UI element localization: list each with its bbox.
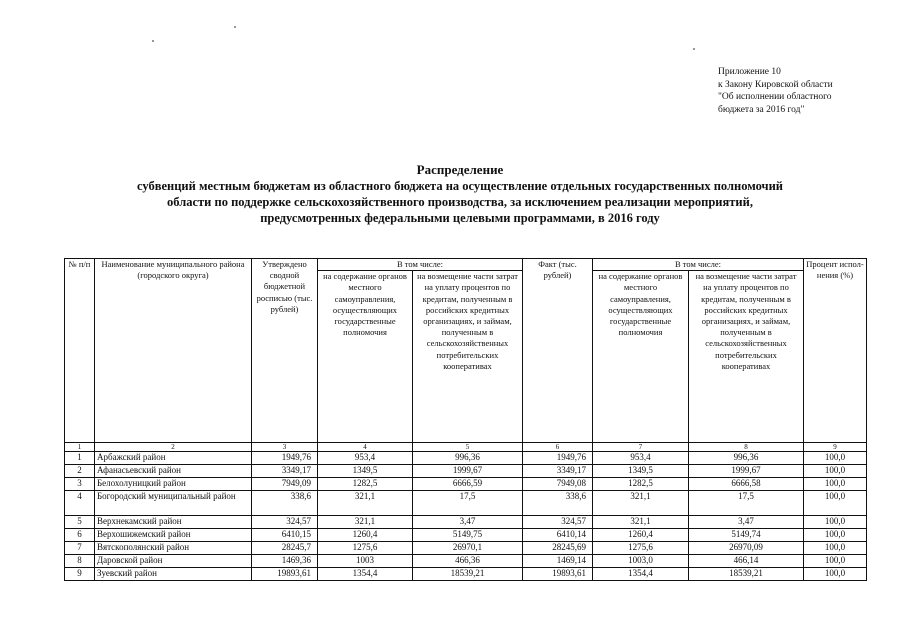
column-number: 5 (413, 443, 523, 452)
column-number: 6 (523, 443, 593, 452)
approved-amount: 7949,09 (252, 478, 318, 491)
fact-amount: 19893,61 (523, 568, 593, 581)
fact-amount: 1949,76 (523, 452, 593, 465)
approved-amount: 1949,76 (252, 452, 318, 465)
fact-amount: 3349,17 (523, 465, 593, 478)
execution-percent: 100,0 (804, 542, 867, 555)
scan-speck (693, 48, 695, 50)
column-number-row (65, 443, 867, 452)
fact-amount: 1469,14 (523, 555, 593, 568)
reimbursement-amount: 5149,75 (413, 529, 523, 542)
header-reimbursement: на возмещение части затрат на уплату процентов по кредитам, полученным в российских кредитных организациях, и займам, полученным в сельскохозяйственных потребительских кооперативах (413, 271, 523, 443)
column-number: 1 (65, 443, 95, 452)
header-including-approved: В том числе: (318, 259, 523, 271)
district-name: Афанасьевский район (95, 465, 252, 478)
fact-reimbursement-amount: 5149,74 (689, 529, 804, 542)
maintenance-amount: 1275,6 (318, 542, 413, 555)
fact-maintenance-amount: 953,4 (593, 452, 689, 465)
table-row (65, 452, 867, 465)
fact-maintenance-amount: 1003,0 (593, 555, 689, 568)
column-number: 9 (804, 443, 867, 452)
execution-percent: 100,0 (804, 516, 867, 529)
row-number: 5 (65, 516, 95, 529)
title-line: предусмотренных федеральными целевыми программами, в 2016 году (260, 211, 660, 225)
title-line: Распределение (416, 162, 504, 177)
approved-amount: 324,57 (252, 516, 318, 529)
maintenance-amount: 321,1 (318, 491, 413, 516)
execution-percent: 100,0 (804, 452, 867, 465)
approved-amount: 19893,61 (252, 568, 318, 581)
header-fact-maintenance: на содержание органов местного самоуправления, осуществляющих государственные полномочия (593, 271, 689, 443)
header-fact: Факт (тыс. рублей) (523, 259, 593, 443)
maintenance-amount: 321,1 (318, 516, 413, 529)
fact-maintenance-amount: 1349,5 (593, 465, 689, 478)
header-percent: Процент испол-нения (%) (804, 259, 867, 443)
header-approved: Утверждено сводной бюджетной росписью (тыс. рублей) (252, 259, 318, 443)
fact-maintenance-amount: 1275,6 (593, 542, 689, 555)
fact-amount: 7949,08 (523, 478, 593, 491)
fact-reimbursement-amount: 26970,09 (689, 542, 804, 555)
fact-maintenance-amount: 321,1 (593, 516, 689, 529)
column-number: 4 (318, 443, 413, 452)
appendix-line: к Закону Кировской области (718, 79, 833, 90)
column-number: 3 (252, 443, 318, 452)
district-name: Даровской район (95, 555, 252, 568)
title-line: субвенций местным бюджетам из областного бюджета на осуществление отдельных государственных полномочий (137, 179, 783, 193)
approved-amount: 3349,17 (252, 465, 318, 478)
fact-reimbursement-amount: 18539,21 (689, 568, 804, 581)
fact-maintenance-amount: 1260,4 (593, 529, 689, 542)
maintenance-amount: 1003 (318, 555, 413, 568)
table-row (65, 542, 867, 555)
reimbursement-amount: 466,36 (413, 555, 523, 568)
column-number: 2 (95, 443, 252, 452)
maintenance-amount: 1282,5 (318, 478, 413, 491)
district-name: Верхошижемский район (95, 529, 252, 542)
row-number: 6 (65, 529, 95, 542)
table-row (65, 529, 867, 542)
row-number: 3 (65, 478, 95, 491)
table-row (65, 491, 867, 516)
column-number: 7 (593, 443, 689, 452)
reimbursement-amount: 26970,1 (413, 542, 523, 555)
row-number: 9 (65, 568, 95, 581)
fact-reimbursement-amount: 3,47 (689, 516, 804, 529)
district-name: Богородский муниципальный район (95, 491, 252, 516)
district-name: Арбажский район (95, 452, 252, 465)
fact-amount: 28245,69 (523, 542, 593, 555)
header-maintenance: на содержание органов местного самоуправления, осуществляющих государственные полномочия (318, 271, 413, 443)
column-number: 8 (689, 443, 804, 452)
table-row (65, 465, 867, 478)
reimbursement-amount: 6666,59 (413, 478, 523, 491)
approved-amount: 1469,36 (252, 555, 318, 568)
reimbursement-amount: 18539,21 (413, 568, 523, 581)
district-name: Белохолуницкий район (95, 478, 252, 491)
appendix-line: "Об исполнении областного (718, 92, 832, 102)
header-including-fact: В том числе: (593, 259, 804, 271)
row-number: 2 (65, 465, 95, 478)
reimbursement-amount: 17,5 (413, 491, 523, 516)
fact-amount: 6410,14 (523, 529, 593, 542)
header-no: № п/п (65, 259, 95, 443)
maintenance-amount: 1354,4 (318, 568, 413, 581)
fact-reimbursement-amount: 6666,58 (689, 478, 804, 491)
fact-reimbursement-amount: 996,36 (689, 452, 804, 465)
row-number: 7 (65, 542, 95, 555)
budget-table (64, 258, 867, 581)
appendix-line: бюджета за 2016 год" (718, 104, 805, 115)
row-number: 1 (65, 452, 95, 465)
fact-amount: 338,6 (523, 491, 593, 516)
fact-maintenance-amount: 1282,5 (593, 478, 689, 491)
execution-percent: 100,0 (804, 491, 867, 516)
execution-percent: 100,0 (804, 555, 867, 568)
fact-amount: 324,57 (523, 516, 593, 529)
table-row (65, 516, 867, 529)
title-line: области по поддержке сельскохозяйственного производства, за исключением реализации мероприятий, (167, 195, 753, 209)
execution-percent: 100,0 (804, 465, 867, 478)
execution-percent: 100,0 (804, 478, 867, 491)
execution-percent: 100,0 (804, 568, 867, 581)
district-name: Зуевский район (95, 568, 252, 581)
maintenance-amount: 1260,4 (318, 529, 413, 542)
scan-speck (152, 40, 154, 42)
fact-maintenance-amount: 1354,4 (593, 568, 689, 581)
row-number: 4 (65, 491, 95, 516)
appendix-note (718, 66, 833, 116)
scan-speck (234, 26, 236, 28)
appendix-line: Приложение 10 (718, 67, 781, 77)
table-row (65, 478, 867, 491)
maintenance-amount: 1349,5 (318, 465, 413, 478)
district-name: Вятскополянский район (95, 542, 252, 555)
header-name: Наименование муниципального района (городского округа) (95, 259, 252, 443)
header-fact-reimbursement: на возмещение части затрат на уплату процентов по кредитам, полученным в российских кредитных организациях, и займам, полученным в сельскохозяйственных потребительских кооперативах (689, 271, 804, 443)
approved-amount: 28245,7 (252, 542, 318, 555)
reimbursement-amount: 3,47 (413, 516, 523, 529)
maintenance-amount: 953,4 (318, 452, 413, 465)
fact-reimbursement-amount: 17,5 (689, 491, 804, 516)
approved-amount: 6410,15 (252, 529, 318, 542)
reimbursement-amount: 1999,67 (413, 465, 523, 478)
row-number: 8 (65, 555, 95, 568)
fact-maintenance-amount: 321,1 (593, 491, 689, 516)
fact-reimbursement-amount: 466,14 (689, 555, 804, 568)
district-name: Верхнекамский район (95, 516, 252, 529)
table-row (65, 568, 867, 581)
table-row (65, 555, 867, 568)
execution-percent: 100,0 (804, 529, 867, 542)
fact-reimbursement-amount: 1999,67 (689, 465, 804, 478)
document-title (40, 162, 880, 226)
approved-amount: 338,6 (252, 491, 318, 516)
reimbursement-amount: 996,36 (413, 452, 523, 465)
